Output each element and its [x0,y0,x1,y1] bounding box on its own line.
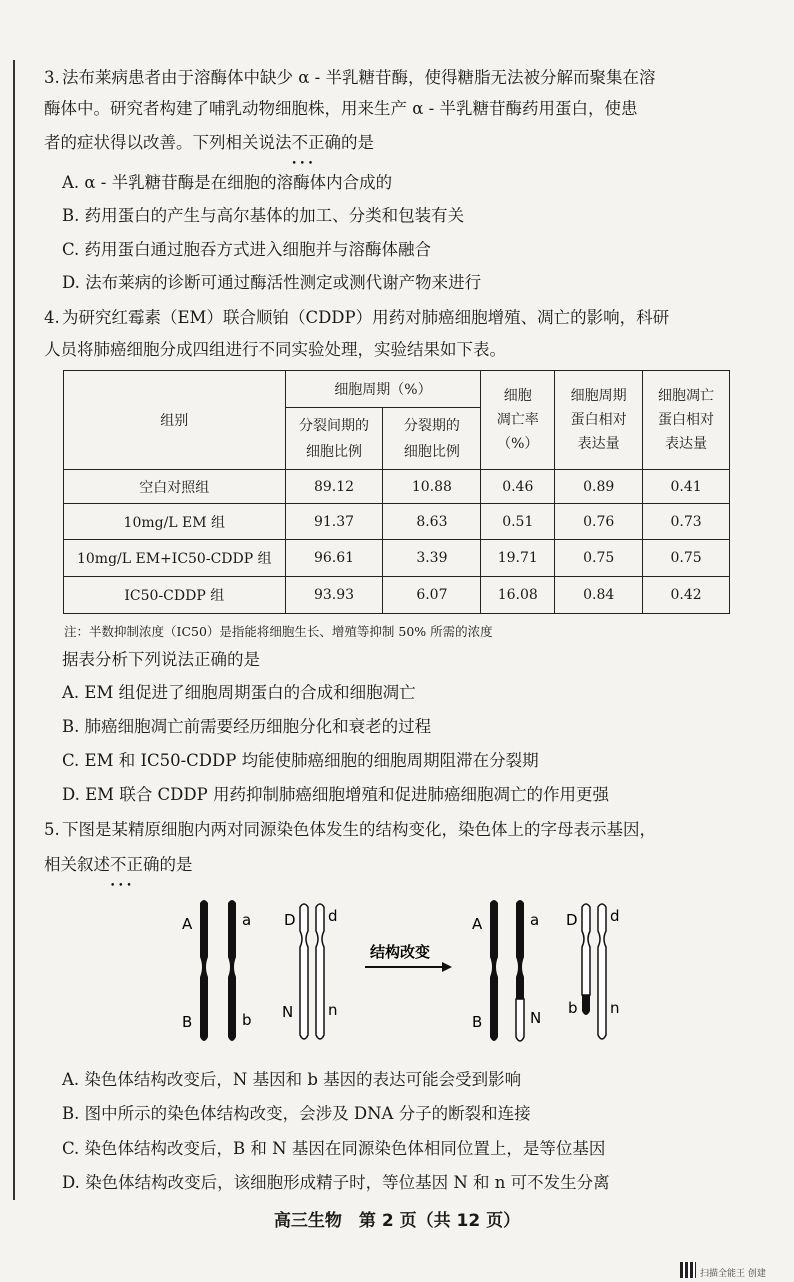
q5-option-a: A. 染色体结构改变后，N 基因和 b 基因的表达可能会受到影响 [62,1070,522,1089]
header-mitosis [383,408,481,470]
gene-d-left: d [328,907,338,925]
header-cycle: 细胞周期（%） [285,371,481,408]
q5-line-2-suffix: 的是 [159,855,193,874]
cell-group: 10mg/L EM+IC50-CDDP 组 [64,540,286,577]
q4-option-d: D. EM 联合 CDDP 用药抑制肺癌细胞增殖和促进肺癌细胞凋亡的作用更强 [62,785,609,804]
header-cycle-protein-3: 表达量 [577,436,620,452]
gene-a-right: a [530,911,540,929]
q5-line-1: 下图是某精原细胞内两对同源染色体发生的结构变化，染色体上的字母表示基因， [62,820,656,839]
gene-b-right: b [568,999,578,1017]
q3-option-b: B. 药用蛋白的产生与高尔基体的加工、分类和包装有关 [62,206,465,225]
q3-line-2: 酶体中。研究者构建了哺乳动物细胞株，用来生产 α - 半乳糖苷酶药用蛋白，使患 [44,99,638,118]
cell-apoptosis: 19.71 [481,540,555,577]
scanner-watermark: 扫描全能王 创建 [700,1269,766,1279]
header-group: 组别 [64,371,286,470]
q4-line-2: 人员将肺癌细胞分成四组进行不同实验处理，实验结果如下表。 [44,340,506,359]
table-row [64,504,730,540]
cell-group: IC50-CDDP 组 [64,577,286,614]
margin-line [13,60,15,1200]
q4-option-b: B. 肺癌细胞凋亡前需要经历细胞分化和衰老的过程 [62,717,432,736]
cell-apoptosis: 0.46 [481,470,555,504]
header-cycle-protein-1: 细胞周期 [570,388,627,404]
q5-line-2-prefix: 相关叙述 [44,855,110,874]
gene-n-left: n [328,1001,338,1019]
q4-option-c: C. EM 和 IC50-CDDP 均能使肺癌细胞的细胞周期阻滞在分裂期 [62,751,539,770]
cell-interphase: 91.37 [285,504,383,540]
arrow-icon [365,962,452,972]
left-chromosome-A [200,900,208,1041]
q4-stem: 据表分析下列说法正确的是 [62,650,260,669]
q5-line-2 [44,853,193,877]
cell-mitosis: 6.07 [383,577,481,614]
left-chromosome-a [228,900,236,1041]
header-apop-protein-3: 表达量 [665,436,708,452]
gene-a-left: a [242,911,252,929]
cell-mitosis: 10.88 [383,470,481,504]
table-row [64,470,730,504]
q5-option-d: D. 染色体结构改变后，该细胞形成精子时，等位基因 N 和 n 可不发生分离 [62,1173,610,1192]
q3-line-3-suffix: 的是 [341,133,374,152]
q3-option-a: A. α - 半乳糖苷酶是在细胞的溶酶体内合成的 [62,173,393,192]
cell-apop-protein: 0.42 [643,577,730,614]
chromosome-diagram [170,895,640,1055]
gene-d-right: d [610,907,620,925]
gene-N-left: N [282,1003,294,1021]
header-apop-protein-2: 蛋白相对 [658,412,715,428]
cell-apop-protein: 0.73 [643,504,730,540]
right-chromosome-a [516,900,524,1041]
q5-option-b: B. 图中所示的染色体结构改变，会涉及 DNA 分子的断裂和连接 [62,1104,531,1123]
header-apop-protein [643,371,730,470]
cell-mitosis: 8.63 [383,504,481,540]
arrow-label: 结构改变 [370,943,431,961]
cell-apoptosis: 16.08 [481,577,555,614]
q3-option-d: D. 法布莱病的诊断可通过酶活性测定或测代谢产物来进行 [62,273,482,292]
table-row [64,540,730,577]
header-cycle-protein [555,371,643,470]
cell-mitosis: 3.39 [383,540,481,577]
left-chromosome-D [300,904,308,1039]
q4-line-1: 为研究红霉素（EM）联合顺铂（CDDP）用药对肺癌细胞增殖、凋亡的影响，科研 [62,308,670,327]
right-chromosome-d [598,904,606,1039]
q5-option-c: C. 染色体结构改变后，B 和 N 基因在同源染色体相同位置上，是等位基因 [62,1139,606,1158]
cell-interphase: 89.12 [285,470,383,504]
q4-option-a: A. EM 组促进了细胞周期蛋白的合成和细胞凋亡 [62,683,416,702]
header-interphase-1: 分裂间期的 [299,417,370,434]
header-mitosis-2: 细胞比例 [403,443,460,460]
header-apoptosis-2: 凋亡率 [496,412,539,428]
q3-emphasis: 不正确 • • • [292,133,342,152]
right-chromosome-D [582,904,590,1015]
q5-emphasis: 不正确 • • • [110,855,160,874]
cell-apoptosis: 0.51 [481,504,555,540]
header-cycle-protein-2: 蛋白相对 [570,412,627,428]
q5-number: 5. [44,820,60,839]
results-table [63,370,730,614]
left-chromosome-d [316,904,324,1039]
qr-code-icon [680,1262,696,1278]
q4-number: 4. [44,308,60,327]
q3-option-c: C. 药用蛋白通过胞吞方式进入细胞并与溶酶体融合 [62,240,432,259]
cell-group: 空白对照组 [64,470,286,504]
q3-line-3 [44,131,374,155]
cell-cycle-protein: 0.84 [555,577,643,614]
header-interphase-2: 细胞比例 [306,443,363,460]
cell-cycle-protein: 0.89 [555,470,643,504]
cell-interphase: 93.93 [285,577,383,614]
cell-apop-protein: 0.75 [643,540,730,577]
cell-group: 10mg/L EM 组 [64,504,286,540]
cell-cycle-protein: 0.76 [555,504,643,540]
page-footer: 高三生物 第 2 页（共 12 页） [273,1211,521,1231]
cell-cycle-protein: 0.75 [555,540,643,577]
header-apoptosis-1: 细胞 [503,388,532,404]
gene-D-left: D [284,911,296,929]
gene-b-left: b [242,1011,252,1029]
table-note: 注：半数抑制浓度（IC50）是指能将细胞生长、增殖等抑制 50% 所需的浓度 [64,624,493,639]
header-apoptosis-3: （%） [497,436,539,452]
right-chromosome-A [490,900,498,1041]
gene-N-right: N [530,1009,542,1027]
gene-A-right: A [472,915,483,933]
header-interphase [285,408,383,470]
header-mitosis-1: 分裂期的 [403,417,460,434]
q3-line-1: 法布莱病患者由于溶酶体中缺少 α - 半乳糖苷酶，使得糖脂无法被分解而聚集在溶 [62,68,656,87]
gene-n-right: n [610,999,620,1017]
gene-A-left: A [182,915,193,933]
cell-interphase: 96.61 [285,540,383,577]
gene-D-right: D [566,911,578,929]
header-apoptosis [481,371,555,470]
header-apop-protein-1: 细胞凋亡 [658,388,715,404]
gene-B-left: B [182,1013,193,1031]
gene-B-right: B [472,1013,483,1031]
q3-number: 3. [44,68,60,87]
table-row [64,577,730,614]
cell-apop-protein: 0.41 [643,470,730,504]
q3-line-3-prefix: 者的症状得以改善。下列相关说法 [44,133,292,152]
